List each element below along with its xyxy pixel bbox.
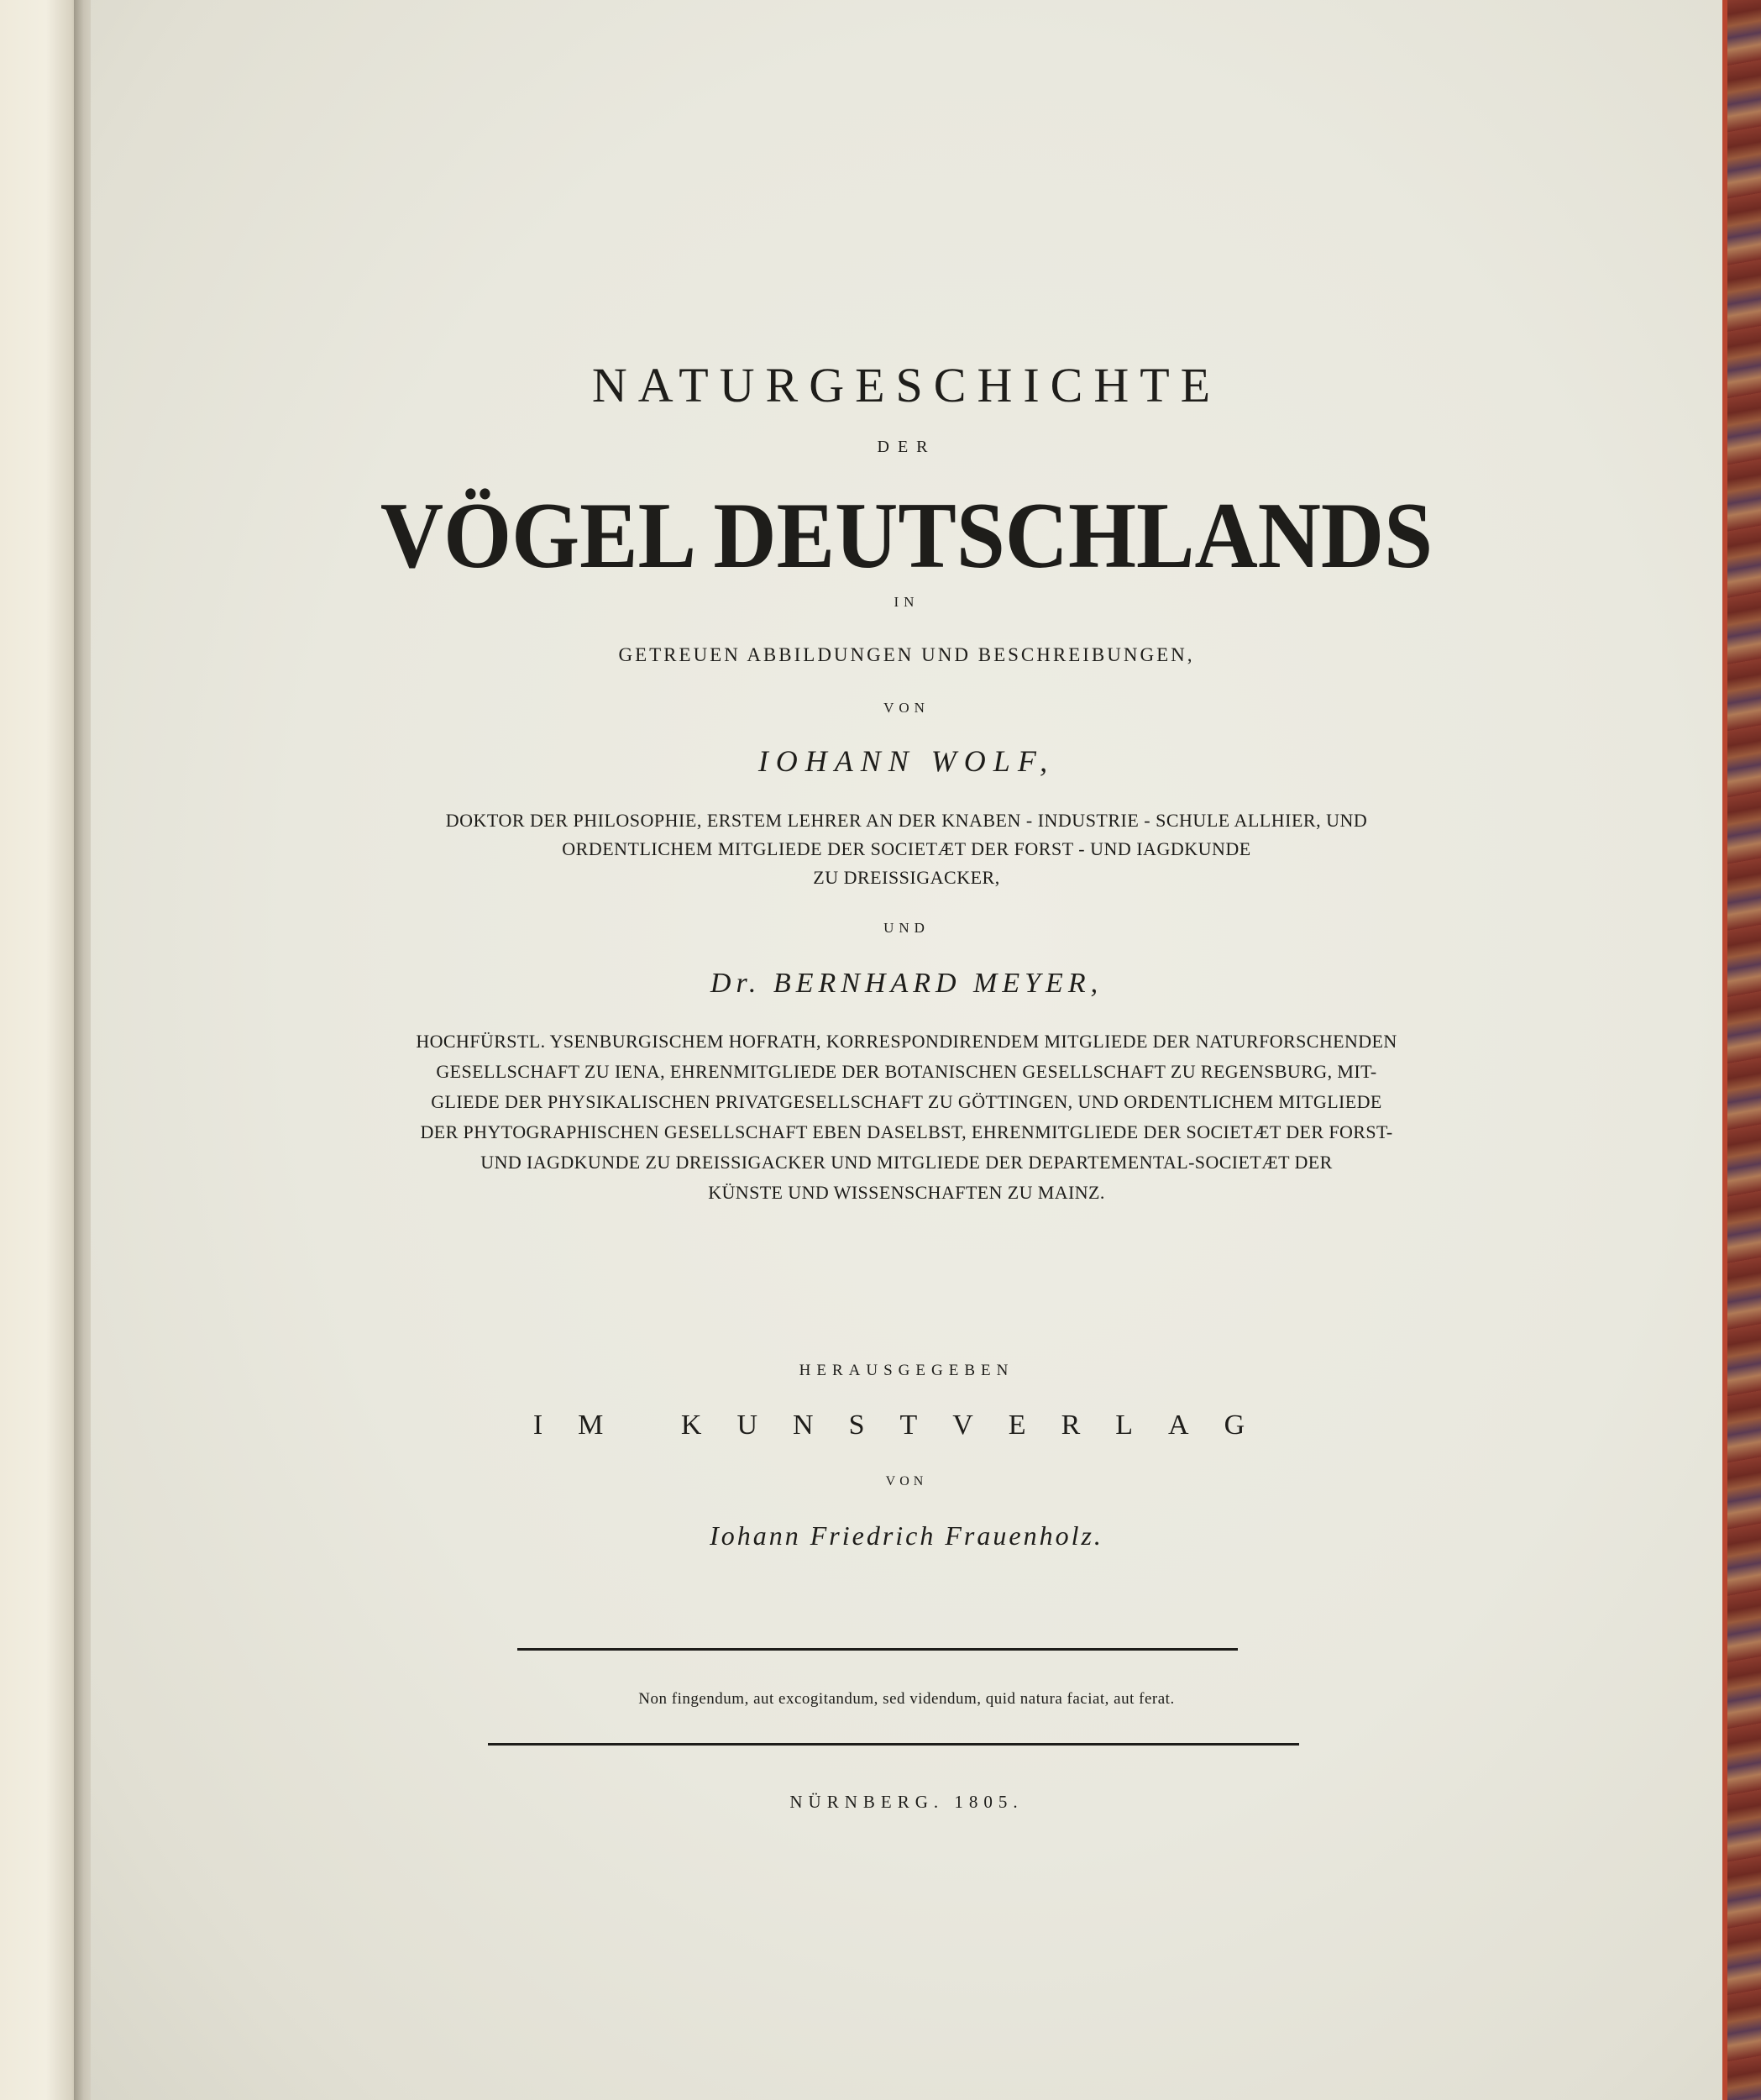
top-rule xyxy=(517,1648,1238,1651)
author-wolf-description xyxy=(91,806,1722,892)
author-meyer: Dr. BERNHARD MEYER, xyxy=(710,968,1103,999)
title-der: DER xyxy=(877,438,936,456)
left-facing-page xyxy=(0,0,84,2100)
marbled-board-edge xyxy=(1722,0,1761,2100)
main-title: VÖGEL DEUTSCHLANDS xyxy=(380,484,1433,588)
publisher-line: IM KUNSTVERLAG xyxy=(532,1410,1281,1441)
herausgegeben: HERAUSGEGEBEN xyxy=(799,1362,1014,1379)
place-date: NÜRNBERG. 1805. xyxy=(789,1792,1024,1812)
author-meyer-description xyxy=(91,1026,1722,1208)
description-line: ORDENTLICHEM MITGLIEDE DER SOCIETÆT DER FORST - UND IAGDKUNDE xyxy=(562,838,1251,859)
title-page xyxy=(91,0,1722,2100)
von-first: VON xyxy=(883,700,930,716)
title-und: UND xyxy=(883,920,930,936)
description-line: HOCHFÜRSTL. YSENBURGISCHEM HOFRATH, KORRESPONDIRENDEM MITGLIEDE DER NATURFORSCHENDEN xyxy=(416,1031,1397,1052)
description-line: GLIEDE DER PHYSIKALISCHEN PRIVATGESELLSCHAFT ZU GÖTTINGEN, UND ORDENTLICHEM MITGLIEDE xyxy=(431,1091,1382,1112)
description-line: GESELLSCHAFT ZU IENA, EHRENMITGLIEDE DER BOTANISCHEN GESELLSCHAFT ZU REGENSBURG, MIT- xyxy=(436,1061,1377,1082)
description-line: DER PHYTOGRAPHISCHEN GESELLSCHAFT EBEN DASELBST, EHRENMITGLIEDE DER SOCIETÆT DER FORST- xyxy=(420,1121,1393,1142)
von-second: VON xyxy=(885,1474,928,1488)
description-line: DOKTOR DER PHILOSOPHIE, ERSTEM LEHRER AN DER KNABEN - INDUSTRIE - SCHULE ALLHIER, UND xyxy=(445,810,1368,831)
publisher-name: Iohann Friedrich Frauenholz. xyxy=(710,1520,1103,1551)
author-wolf: IOHANN WOLF, xyxy=(757,744,1056,778)
motto: Non fingendum, aut excogitandum, sed videndum, quid natura faciat, aut ferat. xyxy=(638,1690,1175,1708)
description-line: KÜNSTE UND WISSENSCHAFTEN ZU MAINZ. xyxy=(708,1182,1105,1203)
subtitle: GETREUEN ABBILDUNGEN UND BESCHREIBUNGEN, xyxy=(618,644,1195,665)
description-line: UND IAGDKUNDE ZU DREISSIGACKER UND MITGLIEDE DER DEPARTEMENTAL-SOCIETÆT DER xyxy=(480,1152,1333,1173)
bottom-rule xyxy=(488,1743,1299,1746)
title-line: NATURGESCHICHTE xyxy=(591,358,1222,412)
description-line: ZU DREISSIGACKER, xyxy=(813,867,1000,888)
title-in: IN xyxy=(894,594,920,610)
